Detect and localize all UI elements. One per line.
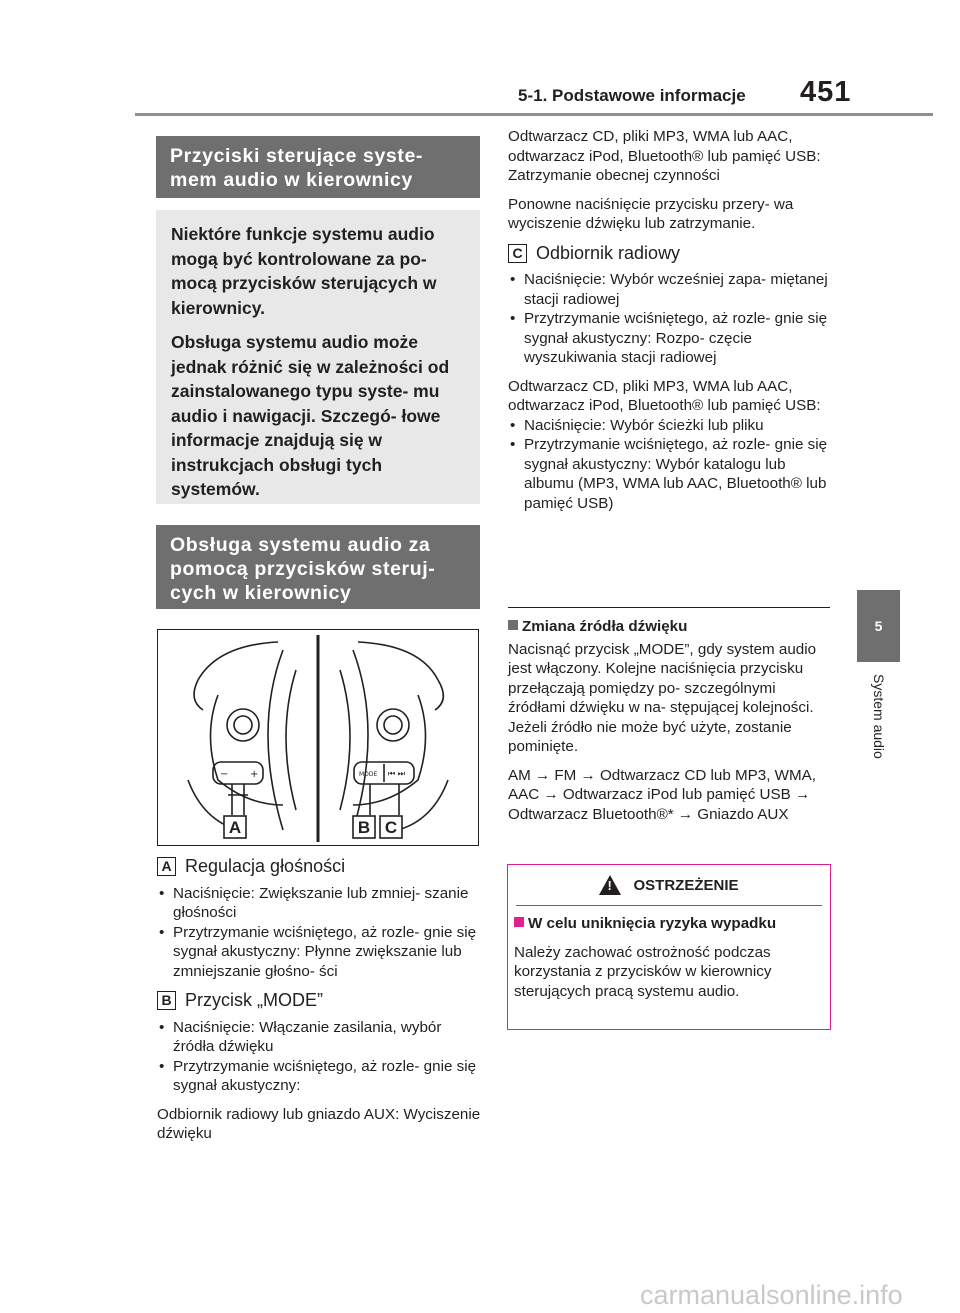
section-title-steering-controls: Przyciski sterujące syste- mem audio w kierownicy bbox=[156, 136, 480, 198]
figure-label-a: A bbox=[228, 818, 242, 837]
chapter-tab: 5 bbox=[857, 590, 900, 662]
steering-wheel-illustration bbox=[158, 630, 478, 845]
warning-triangle-icon: ! bbox=[599, 875, 621, 895]
chapter-label: System audio bbox=[870, 674, 887, 759]
source-sequence: AM → FM → Odtwarzacz CD lub MP3, WMA, AAC → Odtwarzacz iPod lub pamięć USB → Odtwarzacz Bluetooth®* → Gniazdo AUX bbox=[508, 766, 817, 823]
button-minus: − bbox=[220, 769, 229, 780]
item-c-bullet-4: • Przytrzymanie wciśniętego, aż rozle- gnie się sygnał akustyczny: Wybór katalogu lub albumu (MP3, WMA lub AAC, Bluetooth® lub pamięć USB) bbox=[508, 435, 832, 513]
letter-c-box: C bbox=[508, 244, 527, 263]
item-c-bullet-2: • Przytrzymanie wciśniętego, aż rozle- gnie się sygnał akustyczny: Rozpo- częcie wyszukiwania stacji radiowej bbox=[508, 309, 832, 368]
source-change-para: Nacisnąć przycisk „MODE”, gdy system audio jest włączony. Kolejne naciśnięcia przycisku przełączają pomiędzy po- szczególnymi źródłami dźwięku w na- stępującej kolejności. Jeżeli źródło nie może być użyte, zostanie pominięte. bbox=[508, 640, 817, 755]
item-c-title: Odbiornik radiowy bbox=[536, 242, 681, 263]
page-number: 451 bbox=[800, 76, 852, 108]
item-b-heading bbox=[157, 991, 481, 1011]
warning-heading: W celu uniknięcia ryzyka wypadku bbox=[514, 914, 824, 934]
item-c-heading bbox=[508, 244, 832, 264]
button-seek: ⏮ ⏭ bbox=[388, 769, 405, 778]
section-rule bbox=[156, 607, 480, 609]
intro-paragraph-1: Niektóre funkcje systemu audio mogą być kontrolowane za po- mocą przycisków sterujących w kierownicy. bbox=[171, 224, 437, 318]
item-a-heading bbox=[157, 857, 481, 877]
note-divider bbox=[508, 607, 830, 608]
source-change-heading: Zmiana źródła dźwięku bbox=[508, 617, 832, 637]
item-b-continued-2: Ponowne naciśnięcie przycisku przery- wa wyciszenie dźwięku lub zatrzymanie. bbox=[508, 195, 794, 232]
header-rule bbox=[135, 113, 933, 116]
intro-box bbox=[156, 210, 480, 504]
steering-wheel-figure bbox=[157, 629, 479, 846]
section-heading: 5-1. Podstawowe informacje bbox=[518, 86, 746, 105]
item-b-title: Przycisk „MODE” bbox=[185, 990, 323, 1010]
figure-label-c: C bbox=[384, 818, 398, 837]
item-c-after: Odtwarzacz CD, pliki MP3, WMA lub AAC, odtwarzacz iPod, Bluetooth® lub pamięć USB: bbox=[508, 377, 821, 414]
item-c-bullet-3: • Naciśnięcie: Wybór ścieżki lub pliku bbox=[508, 416, 832, 436]
item-a-block bbox=[157, 857, 481, 1144]
figure-label-b: B bbox=[357, 818, 371, 837]
item-c-bullet-1: • Naciśnięcie: Wybór wcześniej zapa- miętanej stacji radiowej bbox=[508, 270, 832, 309]
item-b-after: Odbiornik radiowy lub gniazdo AUX: Wyciszenie dźwięku bbox=[157, 1105, 481, 1142]
item-b-bullet-2: • Przytrzymanie wciśniętego, aż rozle- gnie się sygnał akustyczny: bbox=[157, 1057, 481, 1096]
source-change-block bbox=[508, 617, 832, 824]
warning-text: Należy zachować ostrożność podczas korzystania z przycisków w kierownicy sterujących pracą systemu audio. bbox=[514, 943, 772, 1000]
item-a-bullet-2: • Przytrzymanie wciśniętego, aż rozle- gnie się sygnał akustyczny: Płynne zwiększanie lub zmniejszanie głośno- ści bbox=[157, 923, 481, 982]
watermark: carmanualsonline.info bbox=[640, 1280, 903, 1310]
warning-box bbox=[507, 864, 831, 1030]
item-a-bullet-1: • Naciśnięcie: Zwiększanie lub zmniej- szanie głośności bbox=[157, 884, 481, 923]
item-a-title: Regulacja głośności bbox=[185, 856, 346, 876]
letter-b-box: B bbox=[157, 991, 176, 1010]
warning-title: OSTRZEŻENIE bbox=[633, 876, 739, 894]
letter-a-box: A bbox=[157, 857, 176, 876]
intro-paragraph-2: Obsługa systemu audio może jednak różnić się w zależności od zainstalowanego typu syste- mu audio i nawigacji. Szczegó- łowe informacje znajdują się w instrukcjach obsługi tych systemów. bbox=[171, 332, 450, 499]
item-b-continued: Odtwarzacz CD, pliki MP3, WMA lub AAC, odtwarzacz iPod, Bluetooth® lub pamięć USB: Zatrzymanie obecnej czynności bbox=[508, 128, 821, 184]
warning-header bbox=[516, 865, 822, 906]
item-b-bullet-1: • Naciśnięcie: Włączanie zasilania, wybór źródła dźwięku bbox=[157, 1018, 481, 1057]
button-mode: MODE bbox=[359, 771, 378, 778]
right-column-top bbox=[508, 127, 832, 513]
section-title-operation: Obsługa systemu audio za pomocą przycisków steruj- cych w kierownicy bbox=[156, 525, 480, 607]
button-plus: + bbox=[250, 769, 259, 780]
warning-body bbox=[508, 906, 830, 1009]
